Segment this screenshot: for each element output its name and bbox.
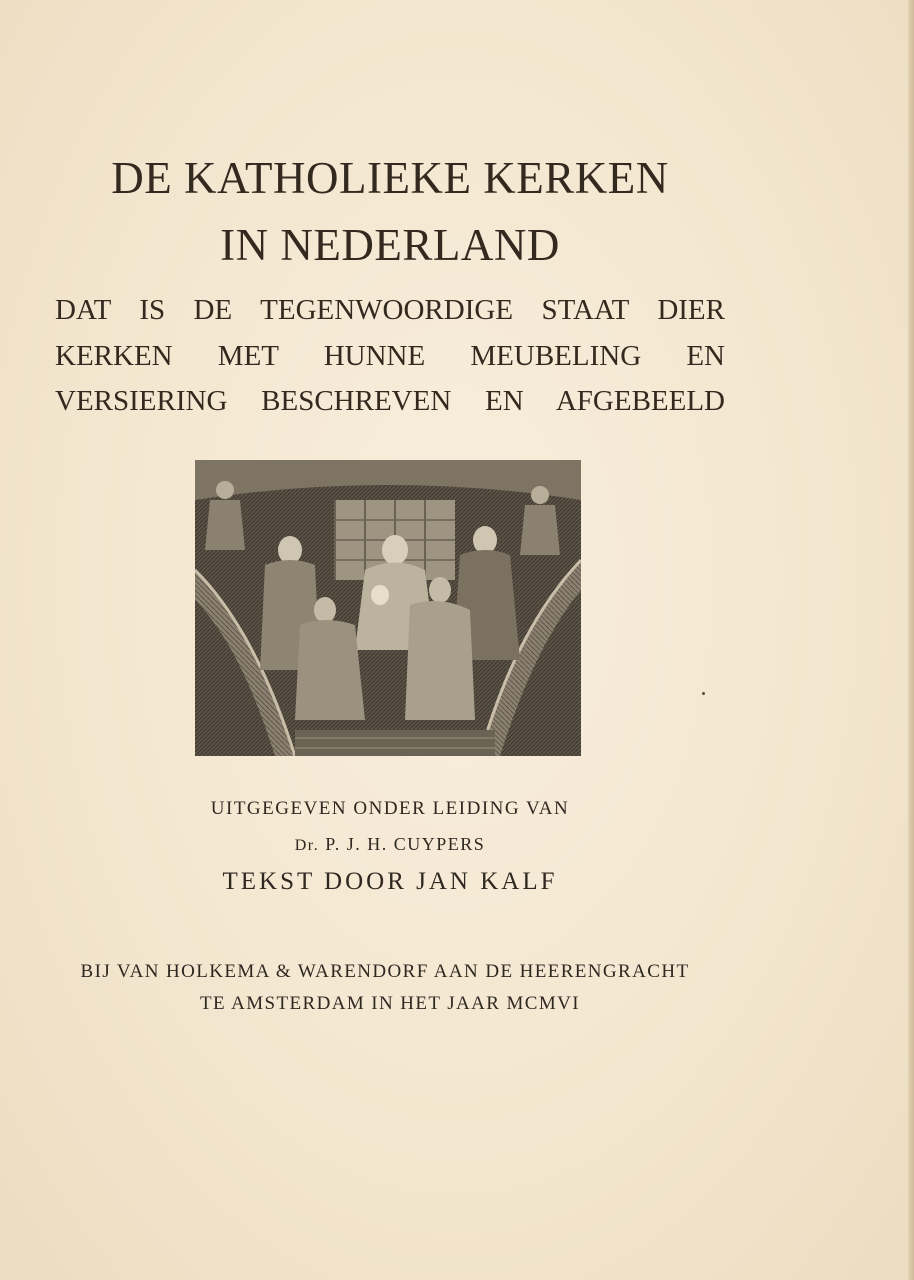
editor-name: P. J. H. CUYPERS (325, 834, 486, 854)
title-line-2: IN NEDERLAND (220, 220, 560, 270)
imprint-line-2: TE AMSTERDAM IN HET JAAR MCMVI (200, 993, 580, 1014)
subtitle-line-1: DAT IS DE TEGENWOORDIGE STAAT DIER (55, 294, 725, 326)
published-under-line: UITGEGEVEN ONDER LEIDING VAN (210, 798, 570, 819)
paper-speck (702, 692, 705, 695)
subtitle-line-3: VERSIERING BESCHREVEN EN AFGEBEELD (55, 385, 725, 417)
title-line-1: DE KATHOLIEKE KERKEN (111, 153, 669, 203)
editor-line (40, 834, 740, 855)
frontispiece-plate (195, 460, 581, 756)
subtitle-line-2: KERKEN MET HUNNE MEUBELING EN (55, 340, 725, 372)
editor-prefix: Dr. (294, 837, 320, 854)
imprint-line-1: BIJ VAN HOLKEMA & WARENDORF AAN DE HEERENGRACHT (80, 961, 690, 982)
plate-illustration (195, 460, 581, 756)
text-by-line: TEKST DOOR JAN KALF (222, 868, 558, 895)
page-edge (908, 0, 914, 1280)
